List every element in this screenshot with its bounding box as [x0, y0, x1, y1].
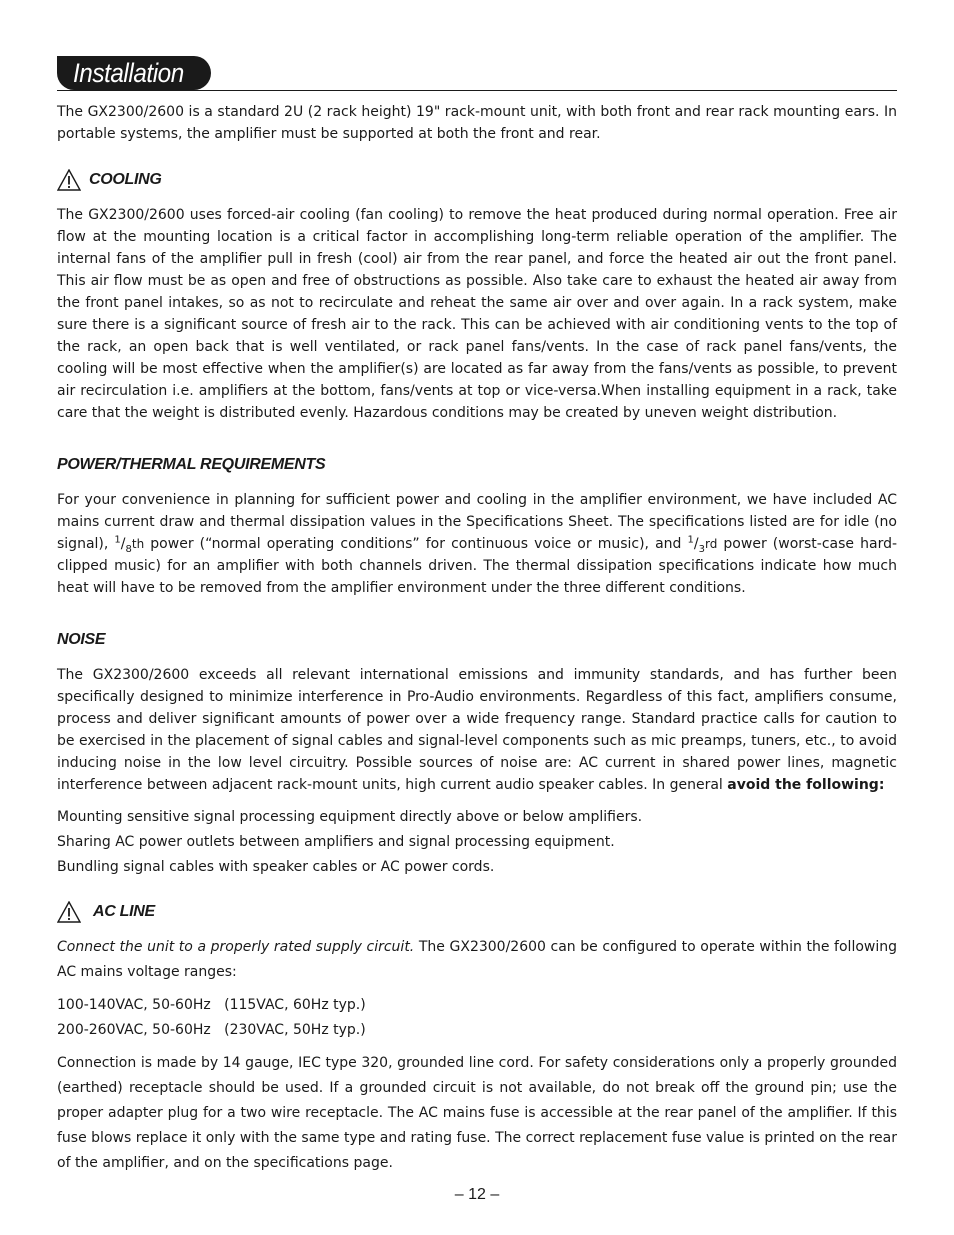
voltage-typical: (115VAC, 60Hz typ.): [224, 997, 366, 1013]
power-text-part2: power (“normal operating conditions” for continuous voice or music), and: [150, 536, 682, 552]
cooling-heading: [57, 168, 897, 192]
page-number: – 12 –: [454, 1186, 500, 1203]
power-text-part1: For your convenience in planning for sufficient power and cooling in the amplifier environment, we have included AC mains current draw and thermal dissipation values in the Specifications Sheet. The specifications listed are for idle (no signal),: [57, 492, 897, 552]
noise-list-item: Sharing AC power outlets between amplifiers and signal processing equipment.: [57, 834, 615, 850]
power-thermal-heading: [57, 453, 897, 477]
noise-heading: [57, 628, 897, 652]
voltage-range-row: [57, 1018, 897, 1043]
ac-line-heading-text: AC LINE: [93, 903, 155, 920]
noise-text: The GX2300/2600 exceeds all relevant international emissions and immunity standards, and has further been specifically designed to minimize interference in Pro-Audio environments. Regardless of this fact, amplifiers consume, process and deliver significant amounts of power over a wide frequency range. Standard practice calls for caution to be exercised in the placement of signal cables and signal-level components such as mic preamps, tuners, etc., to avoid inducing noise in the low level circuitry. Possible sources of noise are: AC current in shared power lines, magnetic interference between adjacent rack-mount units, high current audio speaker cables. In general: [57, 667, 897, 793]
cooling-paragraph: The GX2300/2600 uses forced-air cooling (fan cooling) to remove the heat produced during normal operation. Free air flow at the mounting location is a critical factor in accomplishing long-term reliable operation of the amplifier. The internal fans of the amplifier pull in fresh (cool) air from the rear panel, and force the heated air out the front panel. This air flow must be as open and free of obstructions as possible. Also take care to exhaust the heated air away from the front panel intakes, so as not to recirculate and reheat the same air over and over again. In a rack system, make sure there is a significant source of fresh air to the rack. This can be achieved with air conditioning vents to the top of the rack, an open back that is well ventilated, or rack panel fans/vents. In the case of rack panel fans/vents, the cooling will be most effective when the amplifier(s) are located as far away from the fans/vents as possible, to prevent air recirculation i.e. amplifiers at the bottom, fans/vents at top or vice-versa.When installing equipment in a rack, take care that the weight is distributed evenly. Hazardous conditions may be created by uneven weight distribution.: [57, 207, 897, 421]
ac-line-intro-rest: The GX2300/2600 can be configured to operate within the following AC mains voltage ranges:: [57, 939, 897, 980]
power-thermal-paragraph: For your convenience in planning for sufficient power and cooling in the amplifier environment, we have included AC mains current draw and thermal dissipation values in the Specifications Sheet. The specifications listed are for idle (no signal), $^1/_8th$ power (“normal operating conditions” for continuous voice or music), and $^1/_3rd$ power (worst-case hard-clipped music) for an amplifier with both channels driven. The thermal dissipation specifications indicate how much heat will have to be removed from the amplifier environment under the three different conditions.: [57, 492, 898, 596]
voltage-ranges: [57, 993, 897, 1043]
power-text-part3: power (worst-case hard-clipped music) for an amplifier with both channels driven. The thermal dissipation specifications indicate how much heat will have to be removed from the amplifier environment under the three different conditions.: [57, 536, 898, 596]
noise-paragraph: [57, 664, 897, 796]
fraction1-denominator: 8: [125, 543, 132, 555]
fraction2-numerator: 1: [687, 534, 694, 546]
voltage-range: 200-260VAC, 50-60Hz: [57, 1022, 211, 1038]
warning-triangle-icon: [57, 901, 81, 923]
voltage-range-row: [57, 993, 897, 1018]
document-page: [57, 56, 897, 1176]
intro-paragraph: The GX2300/2600 is a standard 2U (2 rack height) 19" rack-mount unit, with both front and rear rack mounting ears. In portable systems, the amplifier must be supported at both the front and rear.: [57, 104, 897, 142]
power-thermal-heading-text: POWER/THERMAL REQUIREMENTS: [57, 456, 326, 473]
noise-list-item: Mounting sensitive signal processing equipment directly above or below amplifiers.: [57, 809, 643, 825]
cooling-heading-text: COOLING: [89, 171, 162, 188]
warning-triangle-icon: [57, 169, 81, 191]
fraction2-denominator: 3: [698, 543, 705, 555]
voltage-typical: (230VAC, 50Hz typ.): [224, 1022, 366, 1038]
fraction1-suffix: th: [131, 537, 145, 551]
voltage-range: 100-140VAC, 50-60Hz: [57, 997, 211, 1013]
ac-line-intro-italic: Connect the unit to a properly rated supply circuit.: [57, 939, 415, 955]
connection-paragraph: Connection is made by 14 gauge, IEC type 320, grounded line cord. For safety considerations only a properly grounded (earthed) receptacle should be used. If a grounded circuit is not available, do not break off the ground pin; use the proper adapter plug for a two wire receptacle. The AC mains fuse is accessible at the rear panel of the amplifier. If this fuse blows replace it only with the same type and rating fuse. The correct replacement fuse value is printed on the rear of the amplifier, and on the specifications page.: [57, 1055, 897, 1171]
fraction2-suffix: rd: [704, 537, 718, 551]
noise-heading-text: NOISE: [57, 631, 106, 648]
fraction1-numerator: 1: [114, 534, 121, 546]
section-title-bar: [57, 56, 897, 91]
ac-line-heading: [57, 898, 897, 926]
page-title: Installation: [73, 58, 184, 88]
noise-list-item: Bundling signal cables with speaker cables or AC power cords.: [57, 859, 495, 875]
ac-line-intro: [57, 935, 897, 985]
section-title-pill: [57, 56, 211, 90]
noise-emphasis: avoid the following:: [727, 777, 885, 793]
